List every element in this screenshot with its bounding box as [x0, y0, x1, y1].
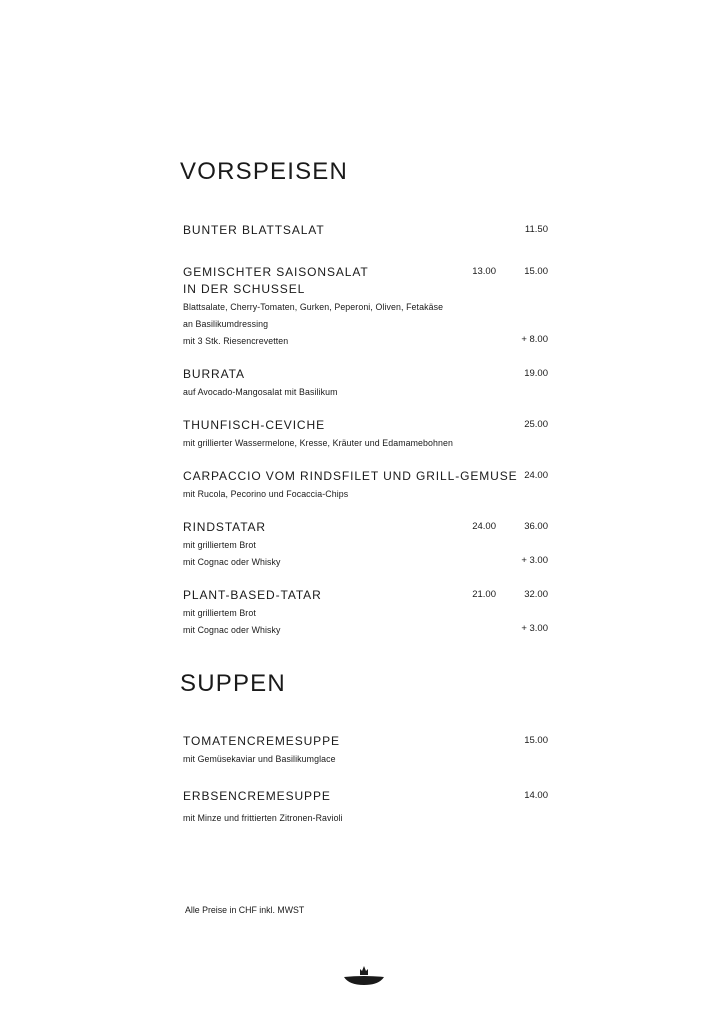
item-extra-price: + 8.00 — [521, 334, 548, 345]
item-price: 14.00 — [524, 790, 548, 801]
item-name: CARPACCIO VOM RINDSFILET UND GRILL-GEMUSE — [183, 469, 518, 483]
item-price: 15.00 — [524, 735, 548, 746]
item-extra-price: + 3.00 — [521, 623, 548, 634]
item-description: mit grilliertem Brot — [183, 608, 256, 618]
item-description-line2: an Basilikumdressing — [183, 319, 269, 329]
menu-item-carpaccio — [183, 467, 553, 501]
item-extra: mit Cognac oder Whisky — [183, 557, 281, 567]
price-note: Alle Preise in CHF inkl. MWST — [185, 905, 305, 915]
item-description: mit Gemüsekaviar und Basilikumglace — [183, 754, 336, 764]
menu-item-plant-based-tatar — [183, 586, 553, 637]
item-name-line2: IN DER SCHUSSEL — [183, 282, 306, 296]
item-name: PLANT-BASED-TATAR — [183, 588, 322, 602]
item-name: BURRATA — [183, 367, 245, 381]
item-name: GEMISCHTER SAISONSALAT — [183, 265, 369, 279]
item-price: 15.00 — [524, 266, 548, 277]
item-price: 19.00 — [524, 368, 548, 379]
item-description: mit Rucola, Pecorino und Focaccia-Chips — [183, 489, 349, 499]
menu-item-tomatencremesuppe — [183, 732, 553, 766]
item-extra: mit 3 Stk. Riesencrevetten — [183, 336, 289, 346]
item-price: 36.00 — [524, 521, 548, 532]
item-description: auf Avocado-Mangosalat mit Basilikum — [183, 387, 338, 397]
item-price-small: 21.00 — [472, 589, 496, 600]
item-name: RINDSTATAR — [183, 520, 266, 534]
boat-flame-icon — [343, 962, 385, 988]
menu-item-bunter-blattsalat — [183, 221, 553, 238]
section-title-suppen: SUPPEN — [180, 670, 286, 697]
item-description: mit Minze und frittierten Zitronen-Ravioli — [183, 813, 343, 823]
item-price: 11.50 — [524, 224, 548, 235]
item-description: mit grillierter Wassermelone, Kresse, Kräuter und Edamamebohnen — [183, 438, 453, 448]
item-description: Blattsalate, Cherry-Tomaten, Gurken, Peperoni, Oliven, Fetakäse — [183, 302, 444, 312]
item-extra-price: + 3.00 — [521, 555, 548, 566]
item-price-small: 24.00 — [472, 521, 496, 532]
item-price: 24.00 — [524, 470, 548, 481]
menu-item-thunfisch-ceviche — [183, 416, 553, 450]
item-description: mit grilliertem Brot — [183, 540, 256, 550]
item-name: ERBSENCREMESUPPE — [183, 789, 331, 803]
menu-item-erbsencremesuppe — [183, 787, 553, 825]
item-price: 32.00 — [524, 589, 548, 600]
item-name: TOMATENCREMESUPPE — [183, 734, 340, 748]
menu-item-gemischter-saisonsalat — [183, 263, 553, 348]
menu-item-rindstatar — [183, 518, 553, 569]
item-extra: mit Cognac oder Whisky — [183, 625, 281, 635]
item-price-small: 13.00 — [472, 266, 496, 277]
section-title-vorspeisen: VORSPEISEN — [180, 158, 349, 185]
menu-item-burrata — [183, 365, 553, 399]
item-name: BUNTER BLATTSALAT — [183, 223, 325, 237]
item-price: 25.00 — [524, 419, 548, 430]
item-name: THUNFISCH-CEVICHE — [183, 418, 325, 432]
